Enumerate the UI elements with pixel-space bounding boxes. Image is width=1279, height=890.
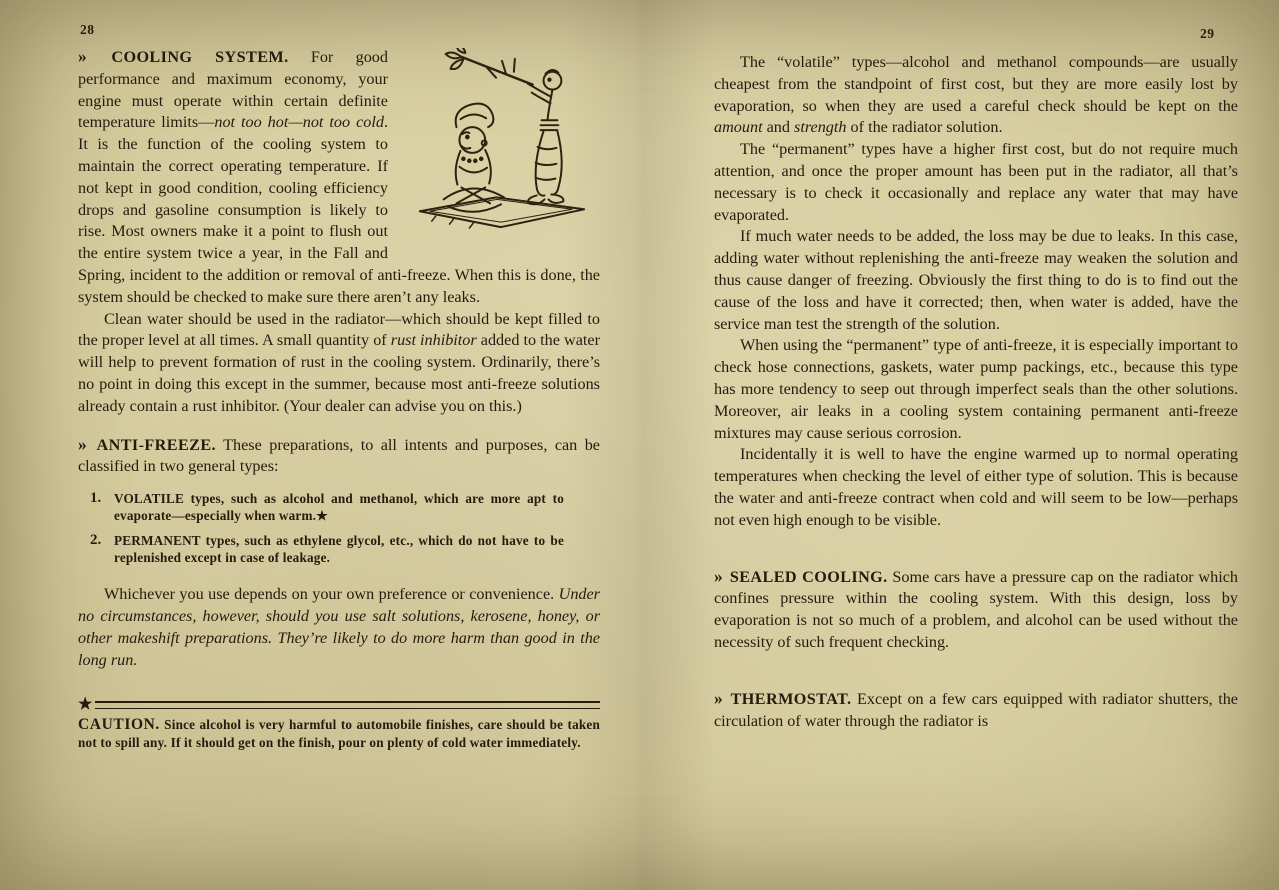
text-run-i: rust inhibitor bbox=[390, 331, 477, 350]
paragraph-permanent-types bbox=[714, 139, 1238, 226]
paragraph-water-leaks bbox=[714, 226, 1238, 335]
caution-note bbox=[78, 716, 600, 751]
numbered-list bbox=[90, 490, 564, 566]
paragraph-thermostat bbox=[714, 688, 1238, 733]
text-run: For good performance and maximum economy, your engine must operate within certain definite temperature limits— bbox=[78, 48, 388, 132]
text-run: PERMANENT types, such as ethylene glycol, etc., which do not have to be replenished except in case of leakage. bbox=[114, 533, 564, 565]
text-run: When using the “permanent” type of anti-freeze, it is especially important to check hose connections, gaskets, water pump packings, etc., because this type has more tendency to seep out through imperfect seals than the other solutions. Moreover, air leaks in a cooling system containing permanent anti-freeze mixtures may cause serious corrosion. bbox=[714, 336, 1238, 442]
list-item-permanent bbox=[90, 532, 564, 566]
page-number-left: 28 bbox=[80, 22, 95, 37]
text-run-b: COOLING SYSTEM. bbox=[111, 48, 289, 66]
text-run: Clean water should be used in the radiator—which should be kept filled to the proper level at all times. A small quantity of bbox=[78, 309, 600, 350]
text-run-b: THERMOSTAT. bbox=[730, 689, 852, 708]
paragraph-anti-freeze-heading bbox=[78, 434, 600, 479]
paragraph-clean-water bbox=[78, 309, 600, 418]
list-text bbox=[114, 533, 564, 566]
page-number-right: 29 bbox=[1200, 26, 1215, 41]
text-run: The “volatile” types—alcohol and methanol compounds—are usually cheapest from the standpoint of first cost, but they are more easily lost by evaporation, so when they are used a careful check should be kept on the bbox=[714, 53, 1238, 115]
text-run-i: not too hot—not too cold bbox=[214, 113, 384, 132]
text-run: added to the water will help to prevent formation of rust in the cooling system. Ordinarily, there’s no point in doing this except in the summer, because most anti-freeze solutions already contain a rust inhibitor. (Your dealer can advise you on this.) bbox=[78, 331, 600, 415]
text-run-b: ANTI-FREEZE. bbox=[96, 435, 216, 454]
text-run: The “permanent” types have a higher first cost, but do not require much attention, and once the proper amount has been put in the radiator, all that’s necessary is to check it occasionally and replace any water that may have evaporated. bbox=[714, 140, 1238, 224]
text-run-i: amount bbox=[714, 118, 763, 137]
text-run-marker: » bbox=[78, 433, 97, 454]
star-icon: ★ bbox=[78, 696, 93, 714]
text-run-star: ★ bbox=[316, 507, 329, 523]
text-run: . It is the function of the cooling system to maintain the correct operating temperature. If not kept in good condition, cooling efficiency drops and gasoline consumption is likely to rise. Most owners make it a point to flush out the entire system twice a year, in the Fall and Spring, incident to the addition or removal of anti-freeze. When this is done, the system should be checked to make sure there aren’t any leaks. bbox=[78, 113, 600, 306]
list-text bbox=[114, 491, 564, 524]
paragraph-sealed-cooling bbox=[714, 566, 1238, 654]
star-rule bbox=[78, 696, 600, 714]
text-run: Since alcohol is very harmful to automobile finishes, care should be taken not to spill any. If it should get on the finish, pour on plenty of cold water immediately. bbox=[78, 717, 600, 750]
cartoon-illustration bbox=[402, 48, 600, 236]
text-run: If much water needs to be added, the loss may be due to leaks. In this case, adding water without replenishing the anti-freeze may weaken the solution and thus cause danger of freezing. Obviously the first thing to do is to find out the cause of the loss and have it corrected; then, when water is added, have the service man test the strength of the solution. bbox=[714, 227, 1238, 333]
text-run: VOLATILE types, such as alcohol and methanol, which are more apt to evaporate—especially when warm. bbox=[114, 491, 564, 523]
list-number: 2. bbox=[90, 532, 102, 549]
text-run-b: SEALED COOLING. bbox=[729, 567, 888, 586]
paragraph-seepage bbox=[714, 335, 1238, 444]
text-run-marker: » bbox=[714, 687, 731, 708]
figures-drawing bbox=[402, 48, 600, 236]
paragraph-whichever bbox=[78, 584, 600, 671]
text-run: These preparations, to all intents and purposes, can be classified in two general types: bbox=[78, 435, 600, 476]
paragraph-incidentally bbox=[714, 444, 1238, 531]
text-run: and bbox=[762, 118, 795, 137]
list-number: 1. bbox=[90, 490, 102, 507]
text-run: Whichever you use depends on your own preference or convenience. bbox=[104, 585, 559, 604]
text-run: of the radiator solution. bbox=[846, 118, 1003, 137]
text-run-marker: » bbox=[78, 46, 112, 66]
text-run-caution-head: CAUTION. bbox=[78, 716, 160, 734]
text-run: Some cars have a pressure cap on the radiator which confines pressure within the cooling system. With this design, loss by evaporation is not so much of a problem, and alcohol can be used without the necessity of such frequent checking. bbox=[714, 567, 1238, 651]
text-run: Except on a few cars equipped with radiator shutters, the circulation of water through the radiator is bbox=[714, 689, 1238, 730]
list-item-volatile bbox=[90, 490, 564, 524]
text-run: Incidentally it is well to have the engine warmed up to normal operating temperatures when checking the level of either type of solution. This is because the water and anti-freeze contract when cold and will seem to be low—perhaps not even high enough to be visible. bbox=[714, 445, 1238, 529]
page-left bbox=[78, 46, 600, 765]
double-rule bbox=[95, 701, 600, 709]
text-run-i: strength bbox=[794, 118, 847, 137]
paragraph-volatile-types bbox=[714, 52, 1238, 139]
page-right bbox=[714, 52, 1238, 732]
text-run-marker: » bbox=[714, 565, 730, 586]
text-run-i: Under no circumstances, however, should you use salt solutions, kerosene, honey, or other makeshift preparations. They’re likely to do more harm than good in the long run. bbox=[78, 585, 600, 669]
